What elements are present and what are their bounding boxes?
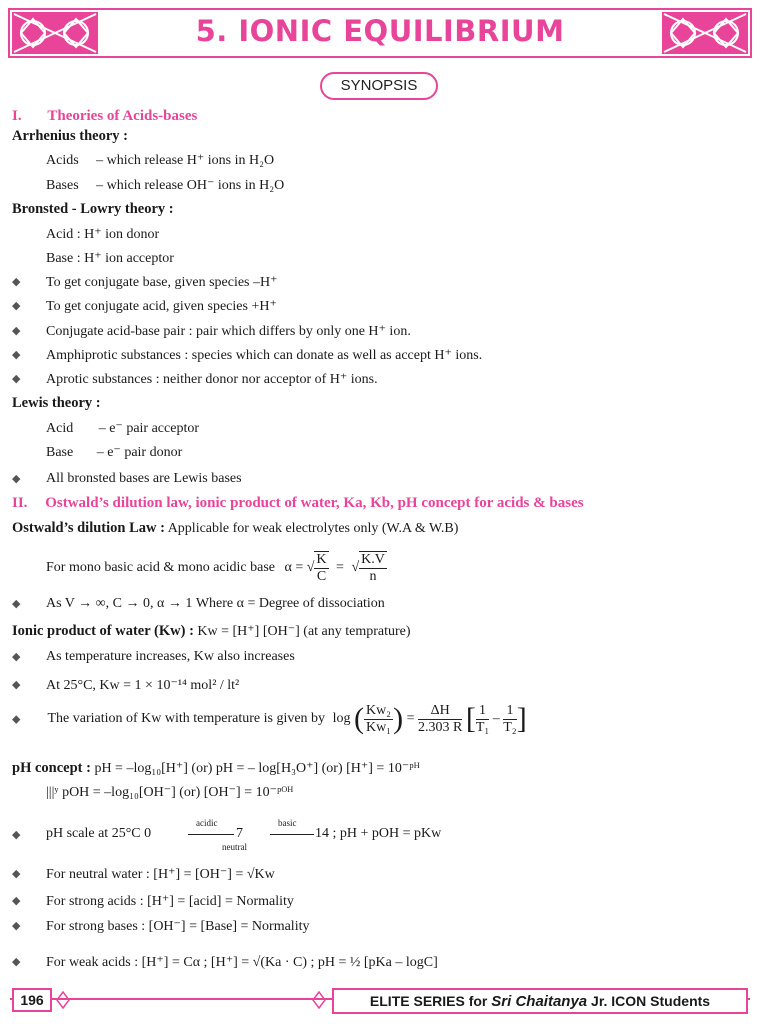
list-item: ◆ For strong acids : [H⁺] = [acid] = Normality xyxy=(12,894,294,909)
synopsis-badge: SYNOPSIS xyxy=(320,72,438,100)
arrhenius-acids xyxy=(46,152,274,169)
diamond-bullet-icon: ◆ xyxy=(12,373,21,385)
diamond-bullet-icon: ◆ xyxy=(12,713,21,726)
lewis-heading: Lewis theory : xyxy=(12,395,101,411)
footer-rest: Jr. ICON Students xyxy=(591,993,711,1009)
header-ornament-right-icon xyxy=(662,12,748,54)
fraction-kw2-over-kw1: $\frac{\text{Kw₂}}{\text{Kw₁}}$ xyxy=(365,702,392,735)
diamond-bullet-icon: ◆ xyxy=(12,868,21,880)
list-item: ◆ As temperature increases, Kw also increases xyxy=(12,649,295,664)
arrow-line xyxy=(270,834,314,835)
list-item: ◆ Aprotic substances : neither donor nor acceptor of H⁺ ions. xyxy=(12,372,378,387)
list-item: ◆ All bronsted bases are Lewis bases xyxy=(12,471,242,486)
list-item: ◆ The variation of Kw with temperature is given by log ( $\frac{\text{Kw₂}}{\text{Kw₁}}$ ) = $\frac{\Delta H}{2.303 R}$ [ $\frac{1}{\text{T₁}}$ – $\frac{1}{\text{T₂}}$ ] xyxy=(12,702,527,735)
acidic-label: acidic xyxy=(196,818,218,828)
ph-concept-heading: pH concept : xyxy=(12,760,91,776)
diamond-bullet-icon: ◆ xyxy=(12,349,21,361)
lewis-acid: Acid – e⁻ pair acceptor xyxy=(46,421,199,436)
ph-concept-line xyxy=(12,760,420,777)
diamond-bullet-icon: ◆ xyxy=(12,895,21,907)
chapter-header xyxy=(8,8,752,58)
footer-ornament-icon xyxy=(312,991,326,1009)
diamond-bullet-icon: ◆ xyxy=(12,276,21,288)
list-item: ◆ For neutral water : [H⁺] = [OH⁻] = √Kw xyxy=(12,867,275,882)
diamond-bullet-icon: ◆ xyxy=(12,651,21,663)
neutral-seven: 7 xyxy=(236,826,243,841)
diamond-bullet-icon: ◆ xyxy=(12,920,21,932)
arrhenius-bases xyxy=(46,177,284,194)
list-item: ◆ Conjugate acid-base pair : pair which differs by only one H⁺ ion. xyxy=(12,324,411,339)
diamond-bullet-icon: ◆ xyxy=(12,829,21,841)
fraction-k-over-c: $\frac{K}{C}$ xyxy=(316,552,327,584)
section-number: II. xyxy=(12,495,28,511)
diamond-bullet-icon: ◆ xyxy=(12,473,21,485)
diamond-bullet-icon: ◆ xyxy=(12,300,21,312)
list-item: ◆ For weak acids : [H⁺] = Cα ; [H⁺] = √(Ka · C) ; pH = ½ [pKa – logC] xyxy=(12,955,438,970)
list-item: ◆ For strong bases : [OH⁻] = [Base] = Normality xyxy=(12,919,310,934)
fraction-kv-over-n: $\frac{K.V}{n}$ xyxy=(361,552,385,584)
list-item: ◆ Amphiprotic substances : species which can donate as well as accept H⁺ ions. xyxy=(12,348,483,363)
ostwald-line xyxy=(12,520,458,537)
arrhenius-bases-label: Bases xyxy=(46,178,79,193)
footer-ornament-icon xyxy=(56,991,70,1009)
section-title: Theories of Acids-bases xyxy=(47,108,198,124)
poh-formula: |||ʸ pOH = –log₁₀[OH⁻] (or) [OH⁻] = 10⁻ᵖᴼᴴ xyxy=(46,785,294,800)
list-item: ◆ At 25°C, Kw = 1 × 10⁻¹⁴ mol² / lt² xyxy=(12,678,240,693)
fraction-dh-over-2303r: $\frac{\Delta H}{2.303 R}$ xyxy=(417,702,463,735)
ostwald-heading-rest: Applicable for weak electrolytes only (W.A & W.B) xyxy=(167,521,459,536)
section-title: Ostwald’s dilution law, ionic product of water, Ka, Kb, pH concept for acids & bases xyxy=(45,495,584,511)
section-2-heading xyxy=(12,495,584,512)
arrow-line xyxy=(188,834,234,835)
list-item: ◆ To get conjugate base, given species –H⁺ xyxy=(12,275,278,290)
fraction-1-over-t2: $\frac{1}{\text{T₂}}$ xyxy=(503,702,517,735)
basic-label: basic xyxy=(278,818,297,828)
lewis-base: Base – e⁻ pair donor xyxy=(46,445,183,460)
ostwald-heading: Ostwald’s dilution Law : xyxy=(12,520,165,536)
diamond-bullet-icon: ◆ xyxy=(12,325,21,337)
arrhenius-heading: Arrhenius theory : xyxy=(12,128,128,144)
ionic-product-heading: Ionic product of water (Kw) : xyxy=(12,623,194,639)
bronsted-base: Base : H⁺ ion acceptor xyxy=(46,251,174,266)
page-number: 196 xyxy=(12,988,52,1012)
arrhenius-acids-label: Acids xyxy=(46,153,79,168)
ostwald-formula: For mono basic acid & mono acidic base α = √ $\frac{K}{C}$ = √ $\frac{K.V}{n}$ xyxy=(46,552,385,584)
neutral-label: neutral xyxy=(222,842,247,852)
footer-brand: Sri Chaitanya xyxy=(491,993,588,1010)
fraction-1-over-t1: $\frac{1}{\text{T₁}}$ xyxy=(475,702,490,735)
ionic-product-rest: Kw = [H⁺] [OH⁻] (at any temprature) xyxy=(197,624,411,639)
section-number: I. xyxy=(12,108,22,124)
diamond-bullet-icon: ◆ xyxy=(12,956,21,968)
list-item: ◆ To get conjugate acid, given species +H⁺ xyxy=(12,299,277,314)
diamond-bullet-icon: ◆ xyxy=(12,598,21,610)
ph-concept-formula: pH = –log₁₀[H⁺] (or) pH = – log[H₃O⁺] (or) [H⁺] = 10⁻ᵖᴴ xyxy=(94,761,420,776)
footer-series-box xyxy=(332,988,748,1014)
diamond-bullet-icon: ◆ xyxy=(12,679,21,691)
section-1-heading xyxy=(12,108,197,125)
ph-scale-end: 14 ; pH + pOH = pKw xyxy=(315,826,442,841)
footer-series: ELITE SERIES for xyxy=(369,993,488,1009)
arrhenius-acids-text: – which release H⁺ ions in H₂O xyxy=(96,153,275,168)
ionic-product-line xyxy=(12,623,411,640)
bronsted-heading: Bronsted - Lowry theory : xyxy=(12,201,174,217)
arrhenius-bases-text: – which release OH⁻ ions in H₂O xyxy=(96,178,285,193)
header-ornament-left-icon xyxy=(12,12,98,54)
ph-scale-text: pH scale at 25°C 0 xyxy=(46,826,152,841)
chapter-title: 5. IONIC EQUILIBRIUM xyxy=(195,14,565,48)
bronsted-acid: Acid : H⁺ ion donor xyxy=(46,227,160,242)
list-item: ◆ As V → ∞, C → 0, α → 1 Where α = Degree of dissociation xyxy=(12,596,385,611)
